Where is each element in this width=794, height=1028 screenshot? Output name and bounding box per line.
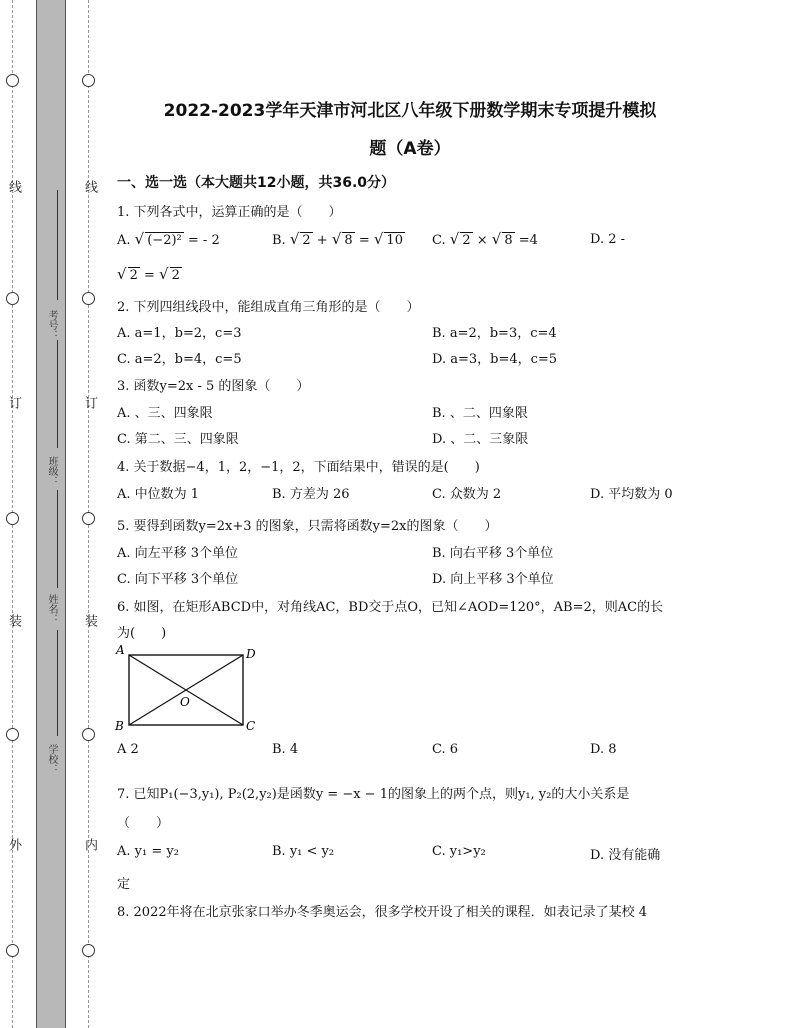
q4-option-b: B. 方差为 26 (272, 487, 350, 502)
q5-option-a: A. 向左平移 3个单位 (117, 546, 239, 561)
exam-number-label: 考号： (46, 310, 57, 340)
q3-option-c: C. 第二、三、四象限 (117, 432, 239, 447)
q5-option-c: C. 向下平移 3个单位 (117, 572, 239, 587)
vertex-label-c: C (246, 719, 256, 733)
q7-option-a: A. y₁ = y₂ (117, 844, 179, 859)
exam-number-blank (57, 190, 58, 300)
q3-option-a: A. 、三、四象限 (117, 406, 213, 421)
hole-circle (6, 74, 19, 87)
cut-char-outer: 装 (6, 614, 21, 627)
hole-circle (82, 292, 95, 305)
page-title: 2022-2023学年天津市河北区八年级下册数学期末专项提升模拟 (163, 101, 657, 121)
q3-option-d: D. 、二、三象限 (432, 432, 529, 447)
question-5-stem: 5. 要得到函数y=2x+3 的图象，只需将函数y=2x的图象（ ） (117, 519, 498, 534)
question-3-stem: 3. 函数y=2x - 5 的图象（ ） (117, 379, 310, 394)
hole-circle (6, 512, 19, 525)
hole-circle (82, 944, 95, 957)
q7-option-b: B. y₁ < y₂ (272, 844, 335, 859)
q4-option-d: D. 平均数为 0 (590, 487, 673, 502)
section-heading: 一、选一选（本大题共12小题，共36.0分） (117, 175, 396, 191)
q6-option-c: C. 6 (432, 742, 459, 757)
q2-option-d: D. a=3，b=4，c=5 (432, 352, 558, 367)
question-2-stem: 2. 下列四组线段中，能组成直角三角形的是（ ） (117, 300, 420, 315)
q1-option-c: C. √ 2 × √ 8 =4 (432, 230, 538, 248)
question-6-stem-cont: 为( ) (117, 626, 167, 641)
binding-band (36, 0, 66, 1028)
vertex-label-a: A (116, 643, 125, 657)
hole-circle (82, 74, 95, 87)
q2-option-c: C. a=2，b=4，c=5 (117, 352, 242, 367)
vertex-label-d: D (246, 647, 256, 661)
q6-option-d: D. 8 (590, 742, 617, 757)
q1-option-b: B. √ 2 + √ 8 = √ 10 (272, 230, 403, 248)
question-1-stem: 1. 下列各式中，运算正确的是（ ） (117, 205, 342, 220)
question-7-stem: 7. 已知P₁(−3,y₁), P₂(2,y₂)是函数y = −x − 1的图象上的两个点，则y₁, y₂的大小关系是 (117, 787, 630, 802)
q7-option-d: D. 没有能确 (590, 848, 661, 863)
hole-circle (82, 728, 95, 741)
page-title-cont: 题（A卷） (369, 139, 451, 159)
cut-char-inner: 线 (82, 180, 97, 193)
q4-option-a: A. 中位数为 1 (117, 487, 200, 502)
q7-option-d-cont: 定 (117, 877, 131, 892)
q3-option-b: B. 、二、四象限 (432, 406, 528, 421)
q4-option-c: C. 众数为 2 (432, 487, 502, 502)
q7-option-c: C. y₁>y₂ (432, 844, 486, 859)
q5-option-b: B. 向右平移 3个单位 (432, 546, 554, 561)
q6-option-b: B. 4 (272, 742, 299, 757)
q1-option-d: D. 2 - (590, 232, 626, 247)
name-label: 姓名： (46, 594, 57, 624)
q2-option-a: A. a=1，b=2，c=3 (117, 326, 242, 341)
q2-option-b: B. a=2，b=3，c=4 (432, 326, 557, 341)
cut-char-inner: 装 (82, 614, 97, 627)
q5-option-d: D. 向上平移 3个单位 (432, 572, 554, 587)
class-label: 班级： (46, 456, 57, 486)
question-7-stem-cont: （ ） (117, 816, 170, 831)
vertex-label-b: B (115, 719, 124, 733)
q1-option-a: A. √ (−2)² = - 2 (117, 230, 220, 248)
cut-char-inner: 内 (82, 838, 97, 851)
hole-circle (6, 944, 19, 957)
cut-char-outer: 订 (6, 396, 21, 409)
cut-char-outer: 线 (6, 180, 21, 193)
q1-option-d-cont: √ 2 = √ 2 (117, 265, 180, 283)
name-blank (57, 490, 58, 588)
question-8-stem: 8. 2022年将在北京张家口举办冬季奥运会，很多学校开设了相关的课程．如表记录了某校 4 (117, 905, 648, 920)
school-blank (57, 630, 58, 736)
q6-option-a: A 2 (117, 742, 139, 757)
rectangle-diagram (112, 642, 262, 738)
cut-char-inner: 订 (82, 396, 97, 409)
hole-circle (6, 728, 19, 741)
question-4-stem: 4. 关于数据−4，1，2，−1，2，下面结果中，错误的是( ) (117, 460, 480, 475)
cut-char-outer: 外 (6, 838, 21, 851)
hole-circle (6, 292, 19, 305)
class-blank (57, 340, 58, 448)
school-label: 学校： (46, 744, 57, 774)
hole-circle (82, 512, 95, 525)
center-label-o: O (180, 695, 190, 709)
question-6-stem: 6. 如图，在矩形ABCD中，对角线AC，BD交于点O，已知∠AOD=120°，AB=2，则AC的长 (117, 600, 664, 615)
